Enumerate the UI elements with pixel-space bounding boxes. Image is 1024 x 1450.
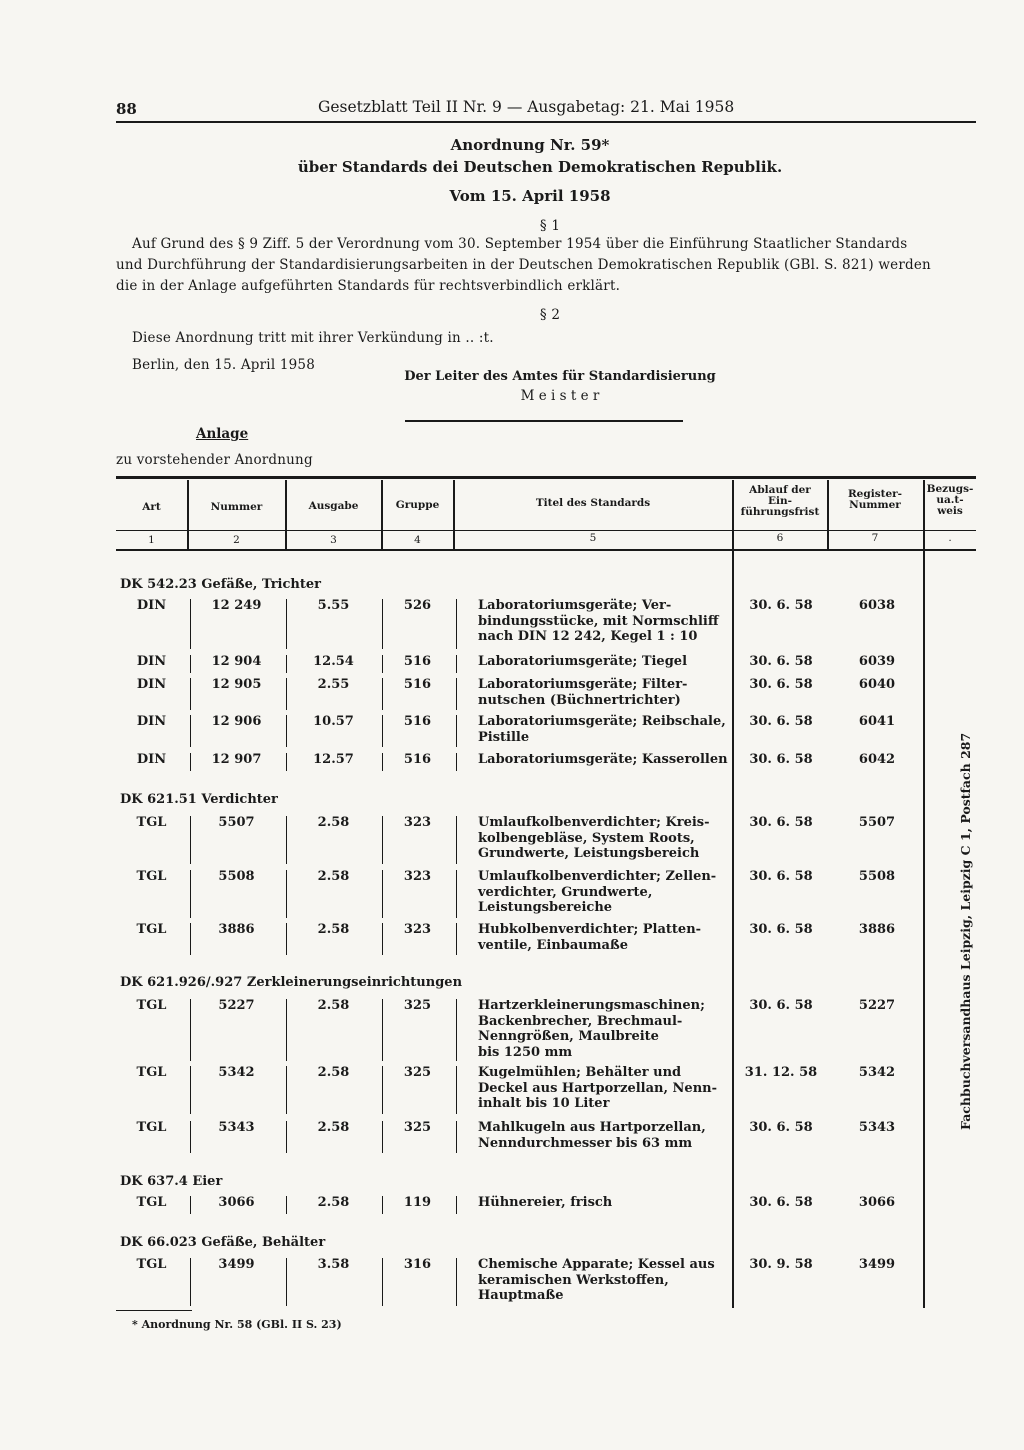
row-separator xyxy=(190,1066,191,1114)
row-separator xyxy=(190,655,191,673)
running-title: Gesetzblatt Teil II Nr. 9 — Ausgabetag: 21. Mai 1958 xyxy=(318,98,735,116)
cell-titel-line: Hartzerkleinerungsmaschinen; xyxy=(478,998,705,1013)
row-separator xyxy=(456,923,457,955)
cell-ausgabe: 2.58 xyxy=(317,998,350,1013)
cell-ablauf: 30. 6. 58 xyxy=(749,677,813,692)
row-separator xyxy=(286,655,287,673)
cell-titel-line: ventile, Einbaumaße xyxy=(478,937,629,953)
table-header-rule xyxy=(116,530,976,531)
cell-gruppe: 526 xyxy=(403,598,432,613)
page-number: 88 xyxy=(116,100,137,118)
cell-titel-line: Grundwerte, Leistungsbereich xyxy=(478,846,700,861)
cell-ablauf: 30. 6. 58 xyxy=(749,869,813,884)
col-number: 7 xyxy=(871,532,879,544)
cell-art: TGL xyxy=(136,869,167,884)
row-separator xyxy=(456,870,457,918)
decree-subtitle: über Standards dei Deutschen Demokratischen Republik. xyxy=(297,158,783,176)
cell-gruppe: 516 xyxy=(403,752,432,767)
row-separator xyxy=(190,599,191,649)
cell-titel-line: Hubkolbenverdichter; Platten- xyxy=(478,922,702,937)
cell-titel-line: Umlaufkolbenverdichter; Zellen- xyxy=(478,869,717,884)
paragraph-1-line-2: und Durchführung der Standardisierungsarbeiten in der Deutschen Demokratischen Republik (GBl. S. 821) werden xyxy=(116,257,931,273)
decree-date: Vom 15. April 1958 xyxy=(449,187,611,205)
cell-nummer: 5508 xyxy=(218,869,255,884)
cell-titel-line: Hühnereier, frisch xyxy=(478,1195,613,1210)
row-separator xyxy=(286,1258,287,1306)
cell-gruppe: 516 xyxy=(403,654,432,669)
cell-ablauf: 30. 6. 58 xyxy=(749,998,813,1013)
cell-register: 6041 xyxy=(858,714,896,729)
cell-nummer: 3499 xyxy=(218,1257,255,1272)
col-header-ablauf: Ablauf der Ein- führungsfrist xyxy=(740,484,820,518)
column-rule-ablauf xyxy=(732,550,734,1308)
cell-ablauf: 31. 12. 58 xyxy=(744,1065,818,1080)
col-number: 5 xyxy=(589,532,597,544)
cell-register: 5227 xyxy=(858,998,896,1013)
row-separator xyxy=(456,1196,457,1214)
cell-nummer: 12 904 xyxy=(211,654,262,669)
row-separator xyxy=(382,599,383,649)
cell-gruppe: 323 xyxy=(403,922,432,937)
cell-titel-line: Nenngrößen, Maulbreite xyxy=(478,1029,659,1044)
cell-ausgabe: 2.58 xyxy=(317,1120,350,1135)
row-separator xyxy=(382,715,383,747)
cell-art: TGL xyxy=(136,1120,167,1135)
row-separator xyxy=(190,923,191,955)
cell-titel-line: Mahlkugeln aus Hartporzellan, xyxy=(478,1120,706,1135)
paragraph-2-text: Diese Anordnung tritt mit ihrer Verkündung in .. :t. xyxy=(132,330,494,346)
paragraph-2-mark: § 2 xyxy=(539,307,561,323)
cell-ausgabe: 12.54 xyxy=(313,654,354,669)
cell-ablauf: 30. 6. 58 xyxy=(749,1195,813,1210)
cell-titel-line: keramischen Werkstoffen, xyxy=(478,1272,669,1288)
col-number: . xyxy=(948,532,952,544)
row-separator xyxy=(286,870,287,918)
cell-art: TGL xyxy=(136,922,167,937)
row-separator xyxy=(382,678,383,710)
cell-register: 6038 xyxy=(858,598,896,613)
cell-art: TGL xyxy=(136,1195,167,1210)
col-number: 4 xyxy=(414,534,421,546)
cell-ausgabe: 10.57 xyxy=(313,714,354,729)
row-separator xyxy=(456,1258,457,1306)
row-separator xyxy=(190,1196,191,1214)
cell-art: TGL xyxy=(136,1065,167,1080)
row-separator xyxy=(456,999,457,1061)
cell-register: 5343 xyxy=(858,1120,896,1135)
cell-nummer: 5507 xyxy=(218,815,255,830)
row-separator xyxy=(286,599,287,649)
cell-ablauf: 30. 6. 58 xyxy=(749,752,813,767)
row-separator xyxy=(190,999,191,1061)
col-number: 1 xyxy=(148,534,155,546)
row-separator xyxy=(190,678,191,710)
cell-art: TGL xyxy=(136,815,167,830)
cell-ausgabe: 2.58 xyxy=(317,1065,350,1080)
row-separator xyxy=(456,715,457,747)
cell-art: DIN xyxy=(136,714,167,729)
table-top-rule xyxy=(116,476,976,479)
cell-titel-line: kolbengebläse, System Roots, xyxy=(478,830,695,846)
row-separator xyxy=(382,816,383,864)
row-separator xyxy=(456,1066,457,1114)
section-heading: DK 621.926/.927 Zerkleinerungseinrichtungen xyxy=(120,975,463,990)
row-separator xyxy=(382,1121,383,1153)
cell-titel-line: Nenndurchmesser bis 63 mm xyxy=(478,1135,693,1151)
cell-titel-line: bis 1250 mm xyxy=(478,1044,573,1060)
paragraph-1-mark: § 1 xyxy=(539,218,561,234)
footnote-rule xyxy=(116,1310,192,1311)
cell-gruppe: 323 xyxy=(403,815,432,830)
cell-register: 3066 xyxy=(858,1195,896,1210)
cell-titel-line: Leistungsbereiche xyxy=(478,900,613,915)
cell-titel-line: Backenbrecher, Brechmaul- xyxy=(478,1013,683,1029)
footnote: * Anordnung Nr. 58 (GBl. II S. 23) xyxy=(132,1318,342,1331)
cell-ausgabe: 12.57 xyxy=(313,752,354,767)
cell-titel-line: Laboratoriumsgeräte; Tiegel xyxy=(478,654,688,669)
cell-nummer: 3886 xyxy=(218,922,255,937)
cell-titel-line: Laboratoriumsgeräte; Reibschale, xyxy=(478,714,726,729)
cell-titel-line: verdichter, Grundwerte, xyxy=(478,884,653,900)
row-separator xyxy=(286,1196,287,1214)
cell-register: 6039 xyxy=(858,654,896,669)
row-separator xyxy=(456,816,457,864)
row-separator xyxy=(456,753,457,771)
cell-ausgabe: 2.58 xyxy=(317,815,350,830)
cell-register: 5508 xyxy=(858,869,896,884)
cell-titel-line: Kugelmühlen; Behälter und xyxy=(478,1065,682,1080)
row-separator xyxy=(456,599,457,649)
table-colnum-rule xyxy=(116,549,976,551)
row-separator xyxy=(382,753,383,771)
cell-gruppe: 516 xyxy=(403,677,432,692)
cell-register: 3886 xyxy=(858,922,896,937)
col-header-ausgabe: Ausgabe xyxy=(308,500,359,512)
row-separator xyxy=(286,753,287,771)
cell-ablauf: 30. 6. 58 xyxy=(749,654,813,669)
cell-art: TGL xyxy=(136,998,167,1013)
signature-rule xyxy=(405,420,683,422)
paragraph-1-line-1: Auf Grund des § 9 Ziff. 5 der Verordnung vom 30. September 1954 über die Einführung Staatlicher Standards xyxy=(132,236,908,252)
cell-titel-line: Umlaufkolbenverdichter; Kreis- xyxy=(478,815,710,830)
row-separator xyxy=(286,715,287,747)
row-separator xyxy=(190,715,191,747)
row-separator xyxy=(382,655,383,673)
col-header-nummer: Nummer xyxy=(210,501,263,513)
cell-nummer: 12 906 xyxy=(211,714,262,729)
cell-art: TGL xyxy=(136,1257,167,1272)
cell-register: 5507 xyxy=(858,815,896,830)
cell-titel-line: Laboratoriumsgeräte; Kasserollen xyxy=(478,752,728,767)
annex-subtitle: zu vorstehender Anordnung xyxy=(116,452,313,468)
cell-ablauf: 30. 6. 58 xyxy=(749,1120,813,1135)
header-sep xyxy=(827,480,829,550)
row-separator xyxy=(382,1258,383,1306)
header-rule xyxy=(116,121,976,123)
row-separator xyxy=(190,753,191,771)
cell-nummer: 5342 xyxy=(218,1065,255,1080)
row-separator xyxy=(190,1258,191,1306)
col-header-gruppe: Gruppe xyxy=(395,499,440,511)
section-heading: DK 66.023 Gefäße, Behälter xyxy=(120,1235,326,1250)
cell-ablauf: 30. 6. 58 xyxy=(749,714,813,729)
cell-ausgabe: 2.58 xyxy=(317,922,350,937)
cell-ausgabe: 5.55 xyxy=(317,598,350,613)
cell-register: 5342 xyxy=(858,1065,896,1080)
section-heading: DK 637.4 Eier xyxy=(120,1174,223,1189)
signatory-role: Der Leiter des Amtes für Standardisierung xyxy=(404,369,716,384)
cell-ausgabe: 2.58 xyxy=(317,869,350,884)
decree-title: Anordnung Nr. 59* xyxy=(450,136,610,154)
row-separator xyxy=(286,1121,287,1153)
cell-titel-line: Pistille xyxy=(478,729,530,745)
col-header-bezug: Bezugs- ua.t- weis xyxy=(926,483,974,517)
cell-register: 6040 xyxy=(858,677,896,692)
cell-titel-line: Hauptmaße xyxy=(478,1288,564,1303)
side-note: Fachbuchversandhaus Leipzig, Leipzig C 1, Postfach 287 xyxy=(958,732,973,1130)
cell-art: DIN xyxy=(136,654,167,669)
cell-titel-line: Laboratoriumsgeräte; Ver- xyxy=(478,598,672,613)
cell-nummer: 5343 xyxy=(218,1120,255,1135)
row-separator xyxy=(382,870,383,918)
row-separator xyxy=(286,999,287,1061)
cell-gruppe: 119 xyxy=(403,1195,432,1210)
row-separator xyxy=(382,1066,383,1114)
row-separator xyxy=(286,816,287,864)
row-separator xyxy=(456,655,457,673)
cell-art: DIN xyxy=(136,598,167,613)
cell-titel-line: nach DIN 12 242, Kegel 1 : 10 xyxy=(478,629,698,644)
cell-titel-line: bindungsstücke, mit Normschliff xyxy=(478,613,719,629)
row-separator xyxy=(456,678,457,710)
cell-nummer: 3066 xyxy=(218,1195,255,1210)
cell-gruppe: 325 xyxy=(403,1120,432,1135)
place-date: Berlin, den 15. April 1958 xyxy=(132,357,315,373)
cell-nummer: 12 249 xyxy=(211,598,262,613)
col-header-art: Art xyxy=(142,501,161,513)
section-heading: DK 621.51 Verdichter xyxy=(120,792,278,807)
cell-ausgabe: 2.55 xyxy=(317,677,350,692)
col-number: 3 xyxy=(330,534,337,546)
cell-titel-line: Deckel aus Hartporzellan, Nenn- xyxy=(478,1080,718,1096)
col-header-register: Register- Nummer xyxy=(847,488,903,511)
cell-gruppe: 516 xyxy=(403,714,432,729)
section-heading: DK 542.23 Gefäße, Trichter xyxy=(120,577,321,592)
cell-gruppe: 323 xyxy=(403,869,432,884)
cell-ausgabe: 3.58 xyxy=(317,1257,350,1272)
cell-ablauf: 30. 6. 58 xyxy=(749,922,813,937)
cell-ablauf: 30. 6. 58 xyxy=(749,815,813,830)
row-separator xyxy=(286,923,287,955)
col-header-titel: Titel des Standards xyxy=(535,497,651,509)
cell-titel-line: Chemische Apparate; Kessel aus xyxy=(478,1257,715,1272)
cell-nummer: 5227 xyxy=(218,998,255,1013)
col-number: 2 xyxy=(233,534,240,546)
cell-ablauf: 30. 6. 58 xyxy=(749,598,813,613)
row-separator xyxy=(190,816,191,864)
cell-art: DIN xyxy=(136,677,167,692)
cell-register: 3499 xyxy=(858,1257,896,1272)
row-separator xyxy=(190,870,191,918)
header-sep xyxy=(732,480,734,550)
cell-nummer: 12 905 xyxy=(211,677,262,692)
cell-titel-line: nutschen (Büchnertrichter) xyxy=(478,692,681,708)
cell-ablauf: 30. 9. 58 xyxy=(749,1257,813,1272)
annex-title: Anlage xyxy=(196,426,249,442)
cell-gruppe: 325 xyxy=(403,998,432,1013)
cell-nummer: 12 907 xyxy=(211,752,262,767)
row-separator xyxy=(382,999,383,1061)
signatory-name: M e i s t e r xyxy=(520,388,600,404)
row-separator xyxy=(382,923,383,955)
cell-register: 6042 xyxy=(858,752,896,767)
cell-gruppe: 325 xyxy=(403,1065,432,1080)
paragraph-1-line-3: die in der Anlage aufgeführten Standards für rechtsverbindlich erklärt. xyxy=(116,278,621,294)
cell-ausgabe: 2.58 xyxy=(317,1195,350,1210)
row-separator xyxy=(286,1066,287,1114)
row-separator xyxy=(456,1121,457,1153)
cell-titel-line: Laboratoriumsgeräte; Filter- xyxy=(478,677,688,692)
row-separator xyxy=(382,1196,383,1214)
cell-gruppe: 316 xyxy=(403,1257,432,1272)
row-separator xyxy=(190,1121,191,1153)
col-number: 6 xyxy=(776,532,784,544)
row-separator xyxy=(286,678,287,710)
cell-art: DIN xyxy=(136,752,167,767)
column-rule-bezug xyxy=(923,550,925,1308)
cell-titel-line: inhalt bis 10 Liter xyxy=(478,1096,610,1111)
